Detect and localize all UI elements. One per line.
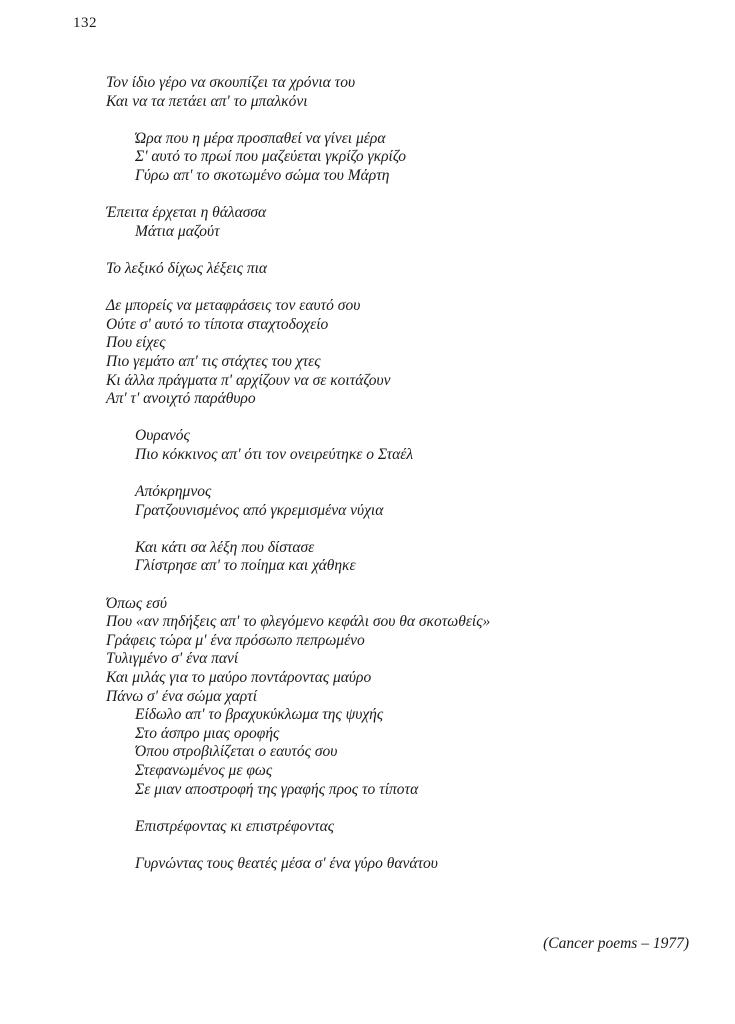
poem-line: Και να τα πετάει απ' το μπαλκόνι	[106, 92, 308, 110]
poem-line: Ουρανός	[135, 427, 190, 445]
page-number: 132	[73, 15, 97, 31]
poem-stanza	[106, 818, 706, 837]
poem-stanza	[106, 483, 706, 520]
poem-stanza	[106, 130, 706, 186]
poem-line: Απόκρημνος	[135, 483, 212, 501]
poem-line: Στο άσπρο μιας οροφής	[135, 724, 280, 742]
poem-line: Ούτε σ' αυτό το τίποτα σταχτοδοχείο	[106, 315, 329, 333]
poem-line: Όπου στροβιλίζεται ο εαυτός σου	[135, 743, 338, 761]
poem-line: Απ' τ' ανοιχτό παράθυρο	[106, 390, 256, 408]
poem-line: Που «αν πηδήξεις απ' το φλεγόμενο κεφάλι σου θα σκοτωθείς»	[106, 613, 491, 631]
poem-line: Δε μπορείς να μεταφράσεις τον εαυτό σου	[106, 297, 361, 315]
poem-line: Τον ίδιο γέρο να σκουπίζει τα χρόνια του	[106, 74, 356, 91]
poem-line: Σε μιαν αποστροφή της γραφής προς το τίποτα	[135, 780, 419, 798]
poem-line: Στεφανωμένος με φως	[135, 761, 273, 779]
poem-line: Πιο κόκκινος απ' ότι τον ονειρεύτηκε ο Σταέλ	[135, 445, 414, 463]
poem-stanza	[106, 204, 706, 241]
poem-stanza	[106, 539, 706, 576]
poem-line: Τυλιγμένο σ' ένα πανί	[106, 650, 239, 668]
poem-line: Γυρνώντας τους θεατές μέσα σ' ένα γύρο θανάτου	[135, 854, 438, 872]
poem-line: Γλίστρησε απ' το ποίημα και χάθηκε	[135, 557, 356, 575]
poem-line: Γρατζουνισμένος από γκρεμισμένα νύχια	[135, 501, 384, 519]
poem-attribution: (Cancer poems – 1977)	[543, 935, 689, 952]
poem-line: Μάτια μαζούτ	[135, 222, 220, 240]
poem-line: Το λεξικό δίχως λέξεις πια	[106, 259, 268, 277]
poem-line: Είδωλο απ' το βραχυκύκλωμα της ψυχής	[135, 706, 384, 724]
poem-line: Και κάτι σα λέξη που δίστασε	[135, 538, 315, 556]
poem-line: Όπως εσύ	[106, 594, 167, 612]
poem-line: Κι άλλα πράγματα π' αρχίζουν να σε κοιτάζουν	[106, 371, 391, 389]
poem-stanza	[106, 74, 706, 111]
poem-line: Γύρω απ' το σκοτωμένο σώμα του Μάρτη	[135, 166, 390, 184]
poem-line: Έπειτα έρχεται η θάλασσα	[106, 204, 267, 222]
poem-line: Γράφεις τώρα μ' ένα πρόσωπο πεπρωμένο	[106, 631, 365, 649]
poem-stanza	[106, 595, 706, 800]
poem-stanza	[106, 855, 706, 874]
poem-line: Πιο γεμάτο απ' τις στάχτες του χτες	[106, 352, 321, 370]
poem-line: Ώρα που η μέρα προσπαθεί να γίνει μέρα	[135, 129, 386, 147]
poem-line: Που είχες	[106, 334, 166, 352]
poem-body	[106, 74, 706, 892]
poem-stanza	[106, 260, 706, 279]
poem-stanza	[106, 427, 706, 464]
poem-line: Πάνω σ' ένα σώμα χαρτί	[106, 687, 258, 705]
poem-line: Επιστρέφοντας κι επιστρέφοντας	[135, 817, 335, 835]
poem-line: Σ' αυτό το πρωί που μαζεύεται γκρίζο γκρίζο	[135, 148, 406, 166]
poem-stanza	[106, 297, 706, 409]
poem-line: Και μιλάς για το μαύρο ποντάροντας μαύρο	[106, 669, 372, 686]
